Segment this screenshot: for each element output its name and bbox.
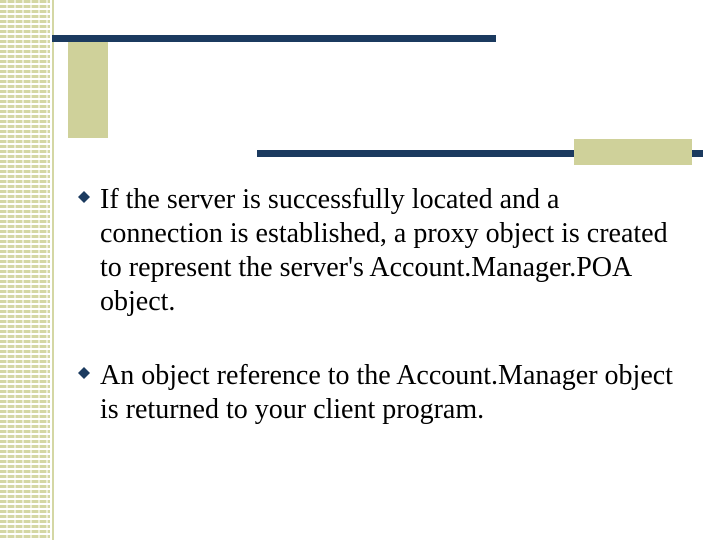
bullet-item: [76, 359, 676, 427]
bullet-text: If the server is successfully located and a connection is established, a proxy object is created to represent the server's Account.Manager.POA object.: [100, 184, 668, 317]
olive-accent-block-top: [68, 42, 108, 138]
diamond-bullet-icon: [78, 367, 90, 379]
bullet-text: An object reference to the Account.Manager object is returned to your client program.: [100, 360, 673, 425]
diamond-bullet-icon: [78, 191, 90, 203]
bullet-list: [76, 183, 676, 427]
left-vertical-rule: [52, 0, 54, 540]
olive-accent-block-right: [574, 139, 692, 165]
navy-rule-top: [52, 35, 496, 42]
striped-margin-decoration: [0, 0, 50, 540]
bullet-item: [76, 183, 676, 319]
